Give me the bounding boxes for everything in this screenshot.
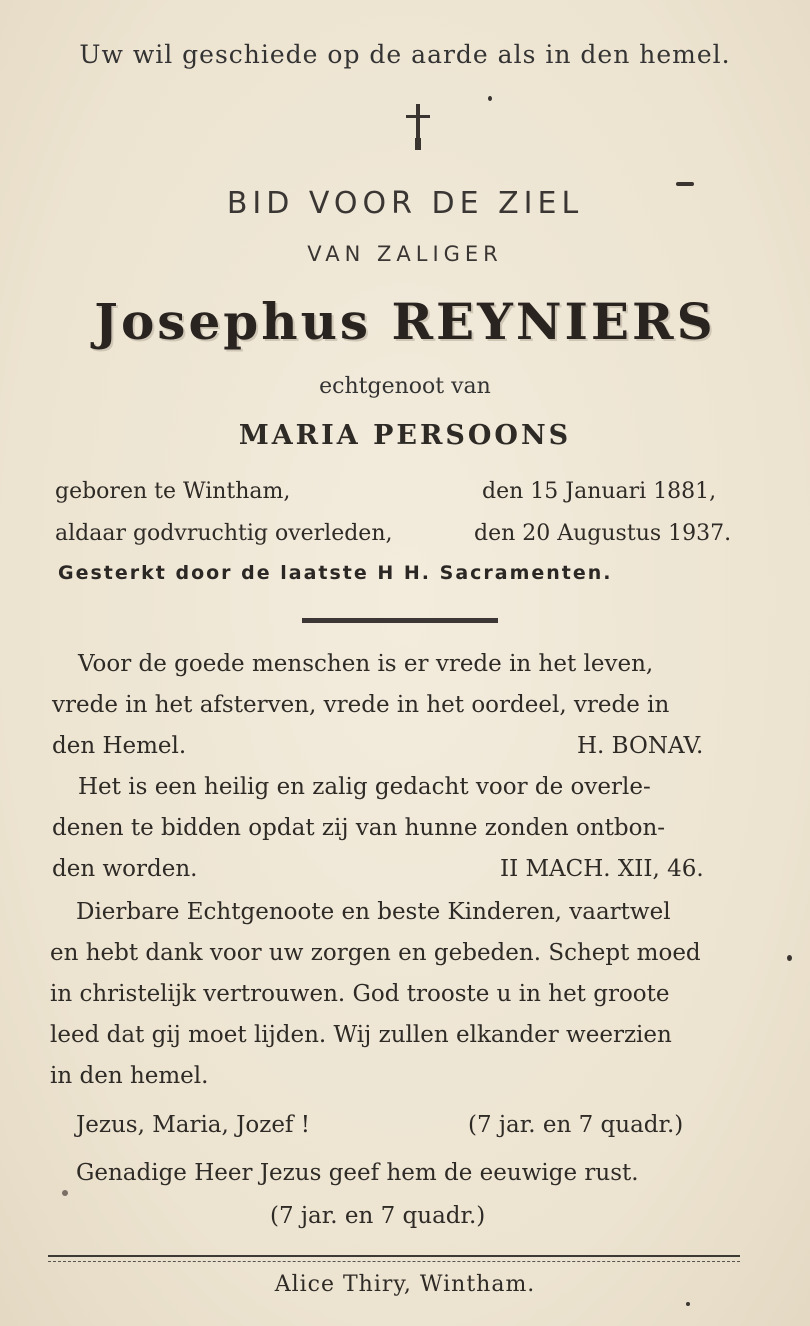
quote-line: en hebt dank voor uw zorgen en gebeden. Schept moed	[50, 940, 701, 966]
indulgence-prayer: Jezus, Maria, Jozef !	[76, 1112, 310, 1138]
quote-line: Voor de goede menschen is er vrede in het leven,	[78, 651, 654, 677]
spouse-name: MARIA PERSOONS	[238, 420, 572, 451]
heading: BID VOOR DE ZIEL	[226, 186, 584, 221]
spouse-label: echtgenoot van	[319, 374, 491, 399]
ink-speck	[488, 96, 492, 101]
deceased-name: Josephus REYNIERS	[94, 292, 716, 351]
death-date: den 20 Augustus 1937.	[474, 521, 732, 546]
ink-speck	[676, 182, 694, 186]
divider	[302, 618, 498, 623]
ink-speck	[787, 955, 792, 961]
death-place: aldaar godvruchtig overleden,	[55, 521, 393, 546]
quote-source: H. BONAV.	[577, 733, 704, 759]
subheading: VAN ZALIGER	[307, 242, 503, 266]
quote-line: den Hemel.	[52, 733, 187, 759]
ink-speck	[62, 1190, 68, 1196]
indulgence-note: (7 jar. en 7 quadr.)	[270, 1203, 486, 1229]
quote-line: Het is een heilig en zalig gedacht voor de overle-	[78, 774, 651, 800]
quote-line: in den hemel.	[50, 1063, 209, 1089]
quote-line: vrede in het afsterven, vrede in het oordeel, vrede in	[52, 692, 670, 718]
ink-speck	[686, 1302, 690, 1306]
sacraments-line: Gesterkt door de laatste H H. Sacramenten.	[58, 562, 613, 584]
birth-place: geboren te Wintham,	[55, 479, 291, 504]
bottom-divider	[48, 1255, 740, 1262]
quote-line: in christelijk vertrouwen. God trooste u in het groote	[50, 981, 670, 1007]
quote-line: leed dat gij moet lijden. Wij zullen elkander weerzien	[50, 1022, 672, 1048]
quote-source: II MACH. XII, 46.	[500, 856, 704, 882]
indulgence-note: (7 jar. en 7 quadr.)	[468, 1112, 684, 1138]
quote-line: denen te bidden opdat zij van hunne zonden ontbon-	[52, 815, 666, 841]
indulgence-prayer: Genadige Heer Jezus geef hem de eeuwige rust.	[76, 1160, 639, 1186]
quote-line: Dierbare Echtgenoote en beste Kinderen, vaartwel	[76, 899, 671, 925]
latin-cross-icon	[403, 102, 433, 152]
printer-credit: Alice Thiry, Wintham.	[274, 1272, 536, 1297]
quote-line: den worden.	[52, 856, 198, 882]
prayer-line: Uw wil geschiede op de aarde als in den hemel.	[79, 40, 731, 69]
birth-date: den 15 Januari 1881,	[482, 479, 717, 504]
